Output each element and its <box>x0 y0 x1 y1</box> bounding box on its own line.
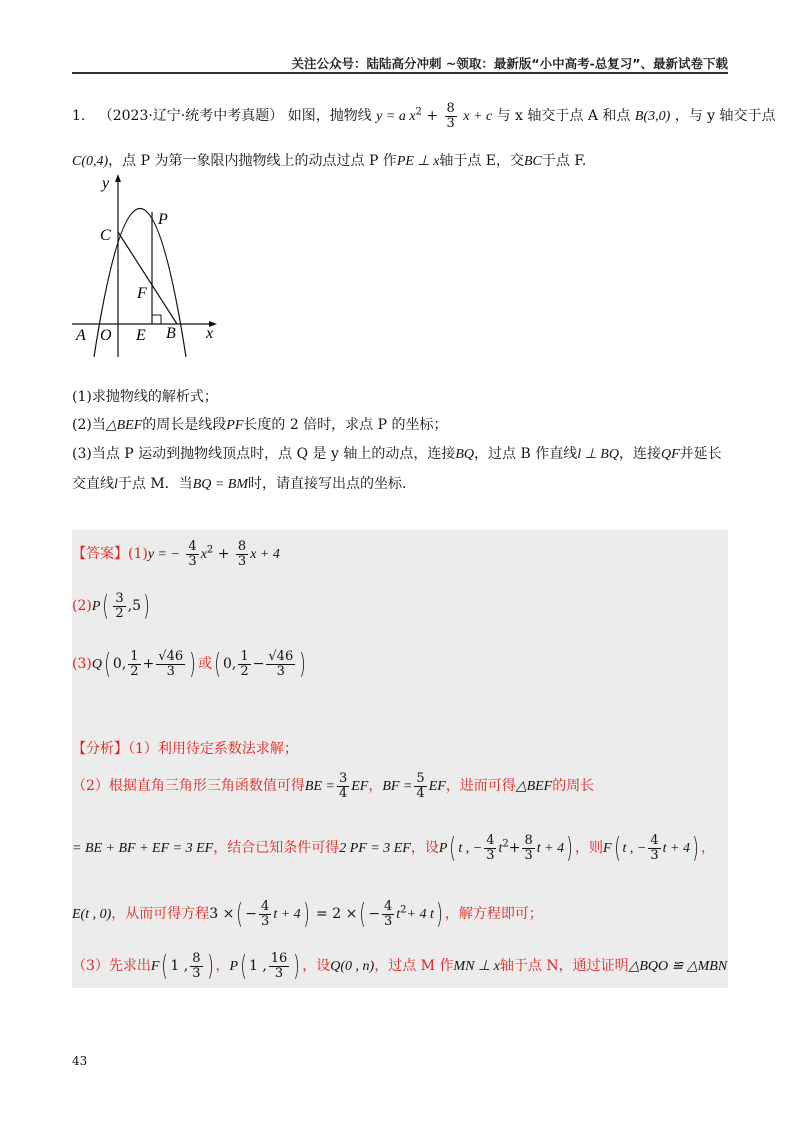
question-source: （2023·辽宁·统考中考真题） <box>98 108 284 125</box>
frac-4-3-f: $\frac{4}{3}$ <box>384 899 393 929</box>
question-text-e: 于点 F. <box>541 153 587 169</box>
part-1 <box>72 386 728 406</box>
question-number: 1. <box>72 108 86 125</box>
frac-4-3-e: $\frac{4}{3}$ <box>261 899 270 929</box>
analysis-5-b: ，设 <box>302 958 331 975</box>
point-b: B(3,0) <box>634 109 671 125</box>
p-label-b: P <box>229 959 239 975</box>
frac-8-3-c: $\frac{8}{3}$ <box>524 833 533 863</box>
segment-qf: QF <box>660 447 680 462</box>
question-text-a: 与 x 轴交于点 A 和点 <box>496 108 631 125</box>
analysis-step-1: （1）利用待定系数法求解； <box>128 741 298 757</box>
answer-1: 【答案】(1)y = − $\frac{4}{3}$ $x^2$ + $\frac{8}{3}$ x + 4 <box>72 539 280 569</box>
line-l-perp: l ⊥ BQ <box>577 447 619 462</box>
analysis-4: E(t , 0)，从而可得方程3 ×( − $\frac{4}{3}$ t + 4) = 2 ×( − $\frac{4}{3}$ $t^2+ 4$ t) ，解方程即可； <box>72 897 543 931</box>
right-angle-marker <box>152 315 161 324</box>
question-text-d: 轴于点 E，交 <box>439 153 524 169</box>
frac-4-3: $\frac{4}{3}$ <box>188 539 197 569</box>
frac-4-3-c: $\frac{4}{3}$ <box>486 833 495 863</box>
analysis-3-d: ，设 <box>410 840 439 857</box>
frac-3-4: $\frac{3}{4}$ <box>338 771 348 801</box>
frac-4-3-d: $\frac{4}{3}$ <box>650 833 659 863</box>
two-times: = 2 × <box>316 906 358 923</box>
header-divider <box>72 72 728 74</box>
zero-a: 0 <box>112 656 122 673</box>
analysis-5: （3）先求出F( 1 , $\frac{8}{3}$ ) ，P( 1 , $\frac{16}{3}$ ) ，设Q(0 , n)，过点 M 作MN ⊥ x轴于点 N，通过证明△BQO ≌ △MBN <box>72 949 728 983</box>
fraction-8-3 <box>445 102 457 130</box>
question-line-2 <box>72 150 728 170</box>
minus-sign: − <box>252 656 265 673</box>
part-3-a: (3)当点 P 运动到抛物线顶点时，点 Q 是 y 轴上的动点，连接 <box>72 446 456 462</box>
bq-equals-bm: BQ = BM <box>192 477 249 492</box>
x-sq: x <box>200 547 207 563</box>
p-label: P <box>438 841 448 857</box>
f-label: F <box>603 841 612 857</box>
label-y: y <box>102 175 110 192</box>
analysis-5-c: ，过点 M 作 <box>374 958 454 975</box>
frac-8-3-b: $\frac{8}{3}$ <box>237 539 247 569</box>
answer-1-lhs: y = − <box>147 547 180 563</box>
frac-8-3-d: $\frac{8}{3}$ <box>192 951 201 981</box>
e-point: E(t , 0) <box>72 907 112 923</box>
frac-1-2: $\frac{1}{2}$ <box>130 649 139 679</box>
frac-16-3: $\frac{16}{3}$ <box>270 951 288 981</box>
label-f: F <box>137 285 147 302</box>
segment-bq: BQ <box>455 447 475 462</box>
plus-sign: + <box>142 656 155 673</box>
congruent-triangles: △BQO ≌ △MBN <box>628 959 728 975</box>
three-times: 3 × <box>209 906 235 923</box>
or-word: 或 <box>198 656 213 673</box>
part-3-d: 并延长 <box>679 446 722 462</box>
analysis-2-c: 的周长 <box>552 778 595 795</box>
frac-3-2: $\frac{3}{2}$ <box>115 591 124 621</box>
answer-3-point: Q <box>91 657 102 673</box>
parabola-figure <box>72 172 232 362</box>
part-2-c: 长度的 2 倍时，求点 P 的坐标； <box>243 417 448 433</box>
frac-5-4: $\frac{5}{4}$ <box>416 771 425 801</box>
segment-bc: BC <box>524 154 542 169</box>
part-3-g: 时，请直接写出点的坐标. <box>248 476 407 492</box>
label-p: P <box>158 211 168 228</box>
x-plus-4: x + 4 <box>250 547 280 563</box>
t-sq: t <box>498 841 503 857</box>
mn-perp: MN ⊥ x <box>453 959 500 975</box>
t-plus-4: t + 4 <box>536 841 565 857</box>
label-e: E <box>136 327 146 344</box>
perimeter-eq: = BE + BF + EF = 3 EF <box>72 841 214 857</box>
part-2 <box>72 414 728 434</box>
frac-sqrt46-3: $\frac{√46}{3}$ <box>158 649 184 679</box>
equation-lhs: y = a x <box>376 109 416 125</box>
frac-num: 8 <box>446 101 455 116</box>
label-x: x <box>206 325 214 342</box>
answer-2: (2)P( $\frac{3}{2}$ ,5) <box>72 589 150 623</box>
label-o: O <box>100 327 112 344</box>
label-a: A <box>76 327 86 344</box>
ef-a: EF <box>351 779 369 795</box>
part-3-line-2 <box>72 473 728 493</box>
analysis-2: （2）根据直角三角形三角函数值可得BE = $\frac{3}{4}$ EF，BF = $\frac{5}{4}$ EF，进而可得△BEF的周长 <box>72 771 595 801</box>
analysis-2-a: （2）根据直角三角形三角函数值可得 <box>72 778 305 795</box>
point-c: C(0,4) <box>72 154 109 169</box>
analysis-3: = BE + BF + EF = 3 EF，结合已知条件可得2 PF = 3 EF，设P( t , − $\frac{4}{3}$ $t^2+$ $\frac{8}{3}$ t + 4) ，则F( t , − $\frac{4}{3}$ t + 4) ， <box>72 831 715 865</box>
label-b: B <box>166 325 176 342</box>
line-l: l <box>114 477 118 492</box>
be-eq: BE = <box>304 779 335 795</box>
part-3-f: 于点 M．当 <box>117 476 193 492</box>
ef-b: EF <box>428 779 446 795</box>
analysis-4-d: ，解方程即可； <box>444 906 543 923</box>
pe-perp: PE ⊥ x <box>396 154 440 169</box>
y-axis-arrow <box>115 174 121 182</box>
t-minus: t , − <box>458 841 483 857</box>
analysis-3-b: ，结合已知条件可得 <box>213 840 340 857</box>
f-label-b: F <box>150 959 160 975</box>
analysis-tag: 【分析】 <box>72 741 128 757</box>
part-2-b: 的周长是线段 <box>142 417 227 433</box>
part-3-b: ，过点 B 作直线 <box>474 446 578 462</box>
part-3-c: ，连接 <box>618 446 661 462</box>
frac-sqrt46-3-b: $\frac{√46}{3}$ <box>268 649 294 679</box>
question-text-c: ，点 P 为第一象限内抛物线上的动点过点 P 作 <box>108 153 397 169</box>
analysis-2-b: ，进而可得 <box>445 778 516 795</box>
answer-2-point: P <box>91 599 101 615</box>
label-c: C <box>100 227 111 244</box>
question-intro: 如图，抛物线 <box>287 108 372 125</box>
page-header: 关注公众号：陆陆高分冲刺 ~领取：最新版“小中高考-总复习”、最新试卷下载 <box>291 56 728 71</box>
part-3-e: 交直线 <box>72 476 114 492</box>
bf-eq: BF = <box>382 779 413 795</box>
part-2-a: (2)当 <box>72 417 106 433</box>
answer-1-prefix: (1) <box>128 546 148 563</box>
frac-den: 3 <box>446 115 455 131</box>
part-1-text: (1)求抛物线的解析式； <box>72 389 218 405</box>
analysis-5-e: 轴于点 N，通过证明 <box>499 958 629 975</box>
analysis-3-e: ，则 <box>575 840 604 857</box>
segment-bc-line <box>118 232 177 324</box>
answer-3-prefix: (3) <box>72 656 92 673</box>
sqrt-46-a: √46 <box>158 649 184 664</box>
one-a: 1 <box>170 958 180 975</box>
frac-1-2-b: $\frac{1}{2}$ <box>240 649 249 679</box>
q-point: Q(0 , n) <box>330 959 375 975</box>
triangle-bef: △BEF <box>105 418 143 433</box>
page-number: 43 <box>72 1054 88 1068</box>
analysis-4-a: ，从而可得方程 <box>111 906 210 923</box>
equation-tail: x + c <box>463 109 493 125</box>
segment-pf: PF <box>226 418 244 433</box>
analysis-1 <box>72 738 728 758</box>
question-line-1: 1. （2023·辽宁·统考中考真题） 如图，抛物线 y = a $x^2$ + $\frac{8}{3}$ x + c 与 x 轴交于点 A 和点 B(3,0) ，与 y 轴交于点 <box>72 101 776 131</box>
pf-eq: 2 PF = 3 EF <box>339 841 411 857</box>
analysis-5-a: （3）先求出 <box>72 958 151 975</box>
answer-tag: 【答案】 <box>72 546 128 563</box>
tri-bef-b: △BEF <box>515 779 553 795</box>
answer-2-prefix: (2) <box>72 598 92 615</box>
question-text-b: ，与 y 轴交于点 <box>674 108 776 125</box>
part-3-line-1 <box>72 443 728 463</box>
answer-2-y: 5 <box>132 598 141 615</box>
answer-3: (3)Q( 0, $\frac{1}{2}$ + $\frac{√46}{3}$ ) 或( 0, $\frac{1}{2}$ − $\frac{√46}{3}$ ) <box>72 647 306 681</box>
